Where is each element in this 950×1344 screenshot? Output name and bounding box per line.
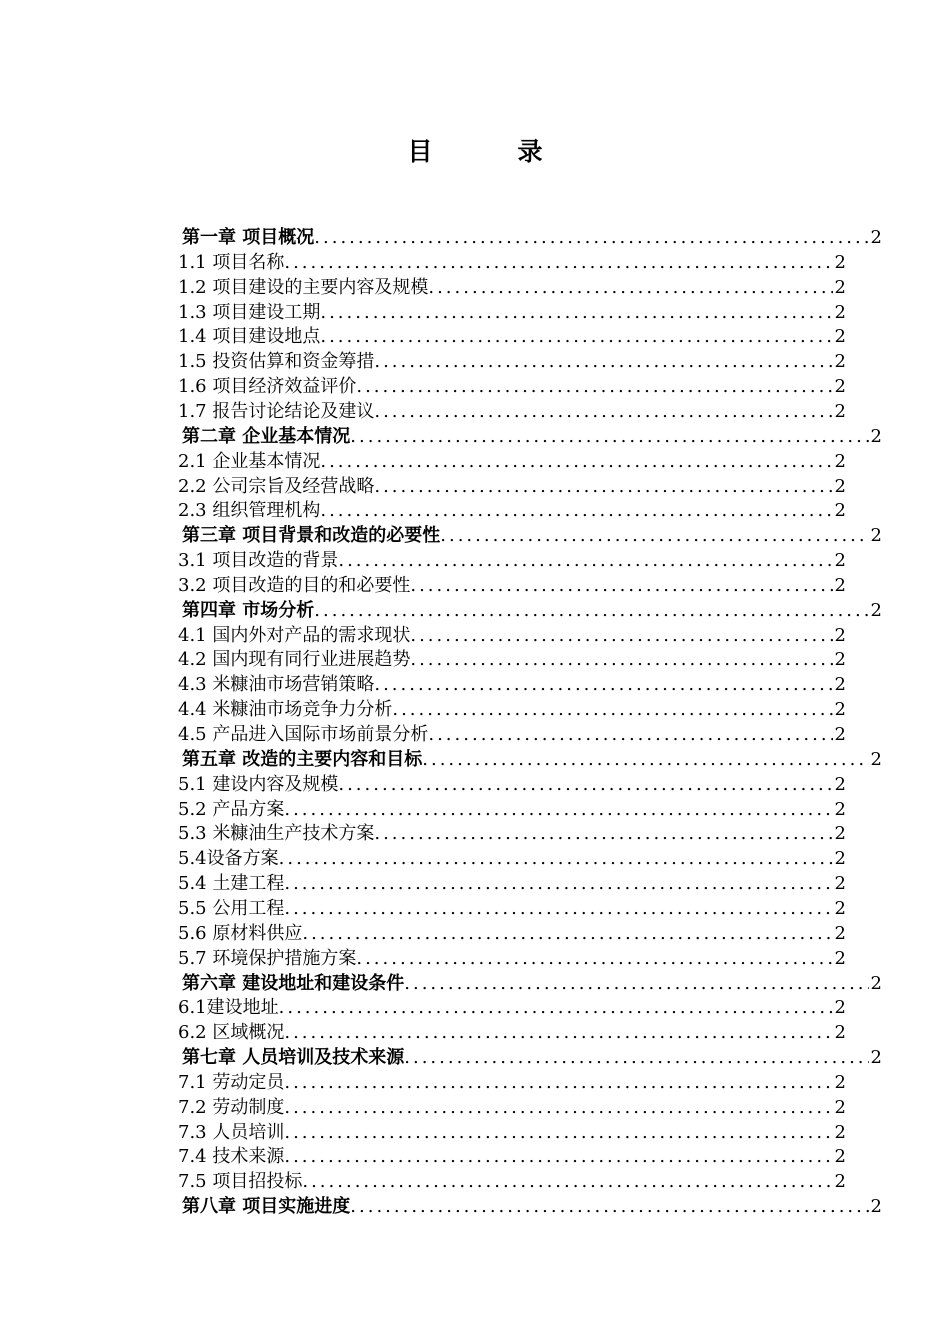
toc-page-number: 2 bbox=[834, 574, 846, 596]
toc-page-number: 2 bbox=[834, 1146, 846, 1168]
toc-page-number: 2 bbox=[834, 251, 846, 273]
toc-page-number: 2 bbox=[870, 1196, 882, 1218]
toc-page-number: 2 bbox=[834, 798, 846, 820]
toc-page-number: 2 bbox=[834, 823, 846, 845]
toc-entry-label: 5.6 原材料供应 bbox=[178, 922, 303, 944]
toc-entry-label: 5.5 公用工程 bbox=[178, 897, 285, 919]
toc-dot-leader bbox=[279, 848, 833, 870]
toc-page-number: 2 bbox=[834, 276, 846, 298]
toc-section-entry bbox=[178, 671, 846, 696]
toc-entry-label: 5.4 土建工程 bbox=[178, 873, 285, 895]
toc-section-entry bbox=[178, 696, 846, 721]
toc-dot-leader bbox=[350, 1196, 868, 1218]
toc-dot-leader bbox=[392, 699, 832, 721]
toc-page-number: 2 bbox=[834, 1121, 846, 1143]
toc-page-number: 2 bbox=[834, 873, 846, 895]
toc-section-entry bbox=[178, 870, 846, 895]
toc-dot-leader bbox=[338, 774, 832, 796]
toc-section-entry bbox=[178, 646, 846, 671]
toc-chapter-entry bbox=[182, 746, 882, 771]
toc-section-entry bbox=[178, 1019, 846, 1044]
toc-dot-leader bbox=[404, 1047, 868, 1069]
toc-dot-leader bbox=[410, 625, 832, 647]
toc-page-number: 2 bbox=[834, 699, 846, 721]
toc-page-number: 2 bbox=[834, 947, 846, 969]
toc-dot-leader bbox=[410, 649, 832, 671]
toc-entry-label: 第七章 人员培训及技术来源 bbox=[182, 1047, 405, 1069]
toc-dot-leader bbox=[284, 1072, 832, 1094]
toc-entry-label: 2.1 企业基本情况 bbox=[178, 450, 321, 472]
toc-entry-label: 1.3 项目建设工期 bbox=[178, 301, 321, 323]
toc-dot-leader bbox=[314, 227, 868, 249]
toc-page-number: 2 bbox=[870, 227, 882, 248]
toc-entry-label: 3.1 项目改造的背景 bbox=[178, 550, 339, 572]
toc-section-entry bbox=[178, 274, 846, 299]
toc-page-number: 2 bbox=[834, 1071, 846, 1093]
toc-chapter-entry bbox=[182, 224, 882, 249]
toc-section-entry bbox=[178, 1094, 846, 1119]
toc-page-number: 2 bbox=[834, 997, 846, 1019]
toc-dot-leader bbox=[356, 376, 832, 398]
toc-dot-leader bbox=[410, 575, 832, 597]
toc-dot-leader bbox=[302, 923, 832, 945]
toc-dot-leader bbox=[374, 401, 832, 423]
toc-dot-leader bbox=[320, 500, 832, 522]
toc-chapter-entry bbox=[182, 597, 882, 622]
toc-dot-leader bbox=[284, 799, 832, 821]
toc-entry-label: 第二章 企业基本情况 bbox=[182, 425, 351, 447]
toc-page-number: 2 bbox=[834, 674, 846, 696]
toc-entry-label: 2.2 公司宗旨及经营战略 bbox=[178, 475, 375, 497]
toc-page-number: 2 bbox=[870, 1047, 882, 1069]
toc-chapter-entry bbox=[182, 423, 882, 448]
toc-dot-leader bbox=[284, 1097, 832, 1119]
toc-dot-leader bbox=[302, 1171, 832, 1193]
toc-entry-label: 5.4设备方案 bbox=[178, 848, 279, 870]
toc-entry-label: 6.1建设地址 bbox=[178, 997, 279, 1019]
toc-dot-leader bbox=[374, 351, 832, 373]
toc-page-number: 2 bbox=[834, 1171, 846, 1193]
toc-section-entry bbox=[178, 373, 846, 398]
toc-section-entry bbox=[178, 497, 846, 522]
toc-page-number: 2 bbox=[834, 550, 846, 572]
toc-entry-label: 7.5 项目招投标 bbox=[178, 1171, 303, 1193]
toc-chapter-entry bbox=[182, 1044, 882, 1069]
toc-page-number: 2 bbox=[834, 922, 846, 944]
page-title: 目 录 bbox=[407, 137, 573, 166]
toc-page-number: 2 bbox=[834, 724, 846, 745]
toc-section-entry bbox=[178, 299, 846, 324]
toc-dot-leader bbox=[314, 600, 868, 622]
toc-section-entry bbox=[178, 1168, 846, 1193]
toc-page-number: 2 bbox=[834, 649, 846, 671]
toc-entry-label: 6.2 区域概况 bbox=[178, 1022, 285, 1044]
toc-entry-label: 1.4 项目建设地点 bbox=[178, 326, 321, 348]
toc-dot-leader bbox=[428, 277, 832, 299]
toc-dot-leader bbox=[374, 674, 832, 696]
toc-entry-label: 3.2 项目改造的目的和必要性 bbox=[178, 574, 411, 596]
toc-entry-label: 4.4 米糠油市场竞争力分析 bbox=[178, 699, 393, 721]
toc-dot-leader bbox=[320, 326, 832, 348]
toc-dot-leader bbox=[440, 525, 868, 547]
toc-dot-leader bbox=[284, 1022, 832, 1044]
toc-entry-label: 5.7 环境保护措施方案 bbox=[178, 947, 357, 969]
toc-page-number: 2 bbox=[834, 624, 846, 646]
toc-chapter-entry bbox=[182, 1193, 882, 1218]
toc-page-number: 2 bbox=[834, 1022, 846, 1044]
toc-entry-label: 1.5 投资估算和资金筹措 bbox=[178, 351, 375, 373]
toc-page-number: 2 bbox=[834, 897, 846, 919]
toc-section-entry bbox=[178, 473, 846, 498]
toc-dot-leader bbox=[320, 302, 832, 324]
toc-page-number: 2 bbox=[834, 848, 846, 870]
toc-section-entry bbox=[178, 845, 846, 870]
toc-page-number: 2 bbox=[834, 301, 846, 323]
toc-entry-label: 1.1 项目名称 bbox=[178, 251, 285, 273]
toc-section-entry bbox=[178, 323, 846, 348]
toc-entry-label: 第六章 建设地址和建设条件 bbox=[182, 972, 405, 994]
toc-entry-label: 1.2 项目建设的主要内容及规模 bbox=[178, 276, 429, 298]
toc-section-entry bbox=[178, 820, 846, 845]
toc-entry-label: 第一章 项目概况 bbox=[182, 227, 315, 248]
toc-dot-leader bbox=[284, 252, 832, 274]
toc-entry-label: 7.3 人员培训 bbox=[178, 1121, 285, 1143]
toc-dot-leader bbox=[284, 898, 832, 920]
toc-dot-leader bbox=[422, 749, 868, 771]
toc-dot-leader bbox=[338, 550, 832, 572]
toc-entry-label: 4.2 国内现有同行业进展趋势 bbox=[178, 649, 411, 671]
toc-entry-label: 5.3 米糠油生产技术方案 bbox=[178, 823, 375, 845]
toc-dot-leader bbox=[374, 476, 832, 498]
toc-entry-label: 第三章 项目背景和改造的必要性 bbox=[182, 525, 441, 547]
toc-page-number: 2 bbox=[834, 475, 846, 497]
toc-page-number: 2 bbox=[834, 1096, 846, 1118]
toc-section-entry bbox=[178, 448, 846, 473]
toc-entry-label: 4.1 国内外对产品的需求现状 bbox=[178, 624, 411, 646]
toc-page-number: 2 bbox=[870, 525, 882, 547]
toc-section-entry bbox=[178, 945, 846, 970]
toc-dot-leader bbox=[350, 426, 868, 448]
toc-entry-label: 1.6 项目经济效益评价 bbox=[178, 376, 357, 398]
toc-page-number: 2 bbox=[870, 425, 882, 447]
toc-entry-label: 第五章 改造的主要内容和目标 bbox=[182, 748, 423, 770]
toc-section-entry bbox=[178, 1143, 846, 1168]
toc-dot-leader bbox=[404, 973, 868, 995]
toc-entry-label: 2.3 组织管理机构 bbox=[178, 500, 321, 522]
toc-page-number: 2 bbox=[834, 500, 846, 522]
toc-section-entry bbox=[178, 348, 846, 373]
toc-dot-leader bbox=[284, 1146, 832, 1168]
toc-section-entry bbox=[178, 547, 846, 572]
toc-entry-label: 5.1 建设内容及规模 bbox=[178, 773, 339, 795]
toc-page-number: 2 bbox=[834, 450, 846, 472]
toc-entry-label: 7.1 劳动定员 bbox=[178, 1071, 285, 1093]
toc-section-entry bbox=[178, 895, 846, 920]
toc-dot-leader bbox=[374, 823, 832, 845]
toc-section-entry bbox=[178, 920, 846, 945]
toc-page-number: 2 bbox=[834, 326, 846, 348]
toc-entry-label: 第八章 项目实施进度 bbox=[182, 1196, 351, 1218]
toc-dot-leader bbox=[320, 451, 832, 473]
toc-page-number: 2 bbox=[834, 773, 846, 795]
toc-chapter-entry bbox=[182, 970, 882, 995]
toc-chapter-entry bbox=[182, 522, 882, 547]
toc-entry-label: 1.7 报告讨论结论及建议 bbox=[178, 400, 375, 422]
toc-dot-leader bbox=[284, 1122, 832, 1144]
toc-section-entry bbox=[178, 249, 846, 274]
toc-entry-label: 第四章 市场分析 bbox=[182, 599, 315, 621]
toc-dot-leader bbox=[279, 997, 833, 1019]
toc-section-entry bbox=[178, 1069, 846, 1094]
toc-page-number: 2 bbox=[834, 351, 846, 373]
toc-entry-label: 5.2 产品方案 bbox=[178, 798, 285, 820]
toc-section-entry bbox=[178, 994, 846, 1019]
toc-entry-label: 4.5 产品进入国际市场前景分析 bbox=[178, 724, 429, 745]
toc-page-number: 2 bbox=[870, 972, 882, 994]
toc-section-entry bbox=[178, 796, 846, 821]
toc-section-entry bbox=[178, 771, 846, 796]
toc-section-entry bbox=[178, 721, 846, 746]
toc-page-number: 2 bbox=[870, 599, 882, 621]
toc-entry-label: 7.4 技术来源 bbox=[178, 1146, 285, 1168]
toc-entry-label: 7.2 劳动制度 bbox=[178, 1096, 285, 1118]
toc-section-entry bbox=[178, 398, 846, 423]
toc-entry-label: 4.3 米糠油市场营销策略 bbox=[178, 674, 375, 696]
toc-page-number: 2 bbox=[834, 400, 846, 422]
toc-page-number: 2 bbox=[870, 748, 882, 770]
toc-dot-leader bbox=[356, 948, 832, 970]
toc-section-entry bbox=[178, 1119, 846, 1144]
toc-section-entry bbox=[178, 622, 846, 647]
toc-page-number: 2 bbox=[834, 376, 846, 398]
toc-section-entry bbox=[178, 572, 846, 597]
toc-dot-leader bbox=[428, 724, 832, 746]
toc-dot-leader bbox=[284, 873, 832, 895]
